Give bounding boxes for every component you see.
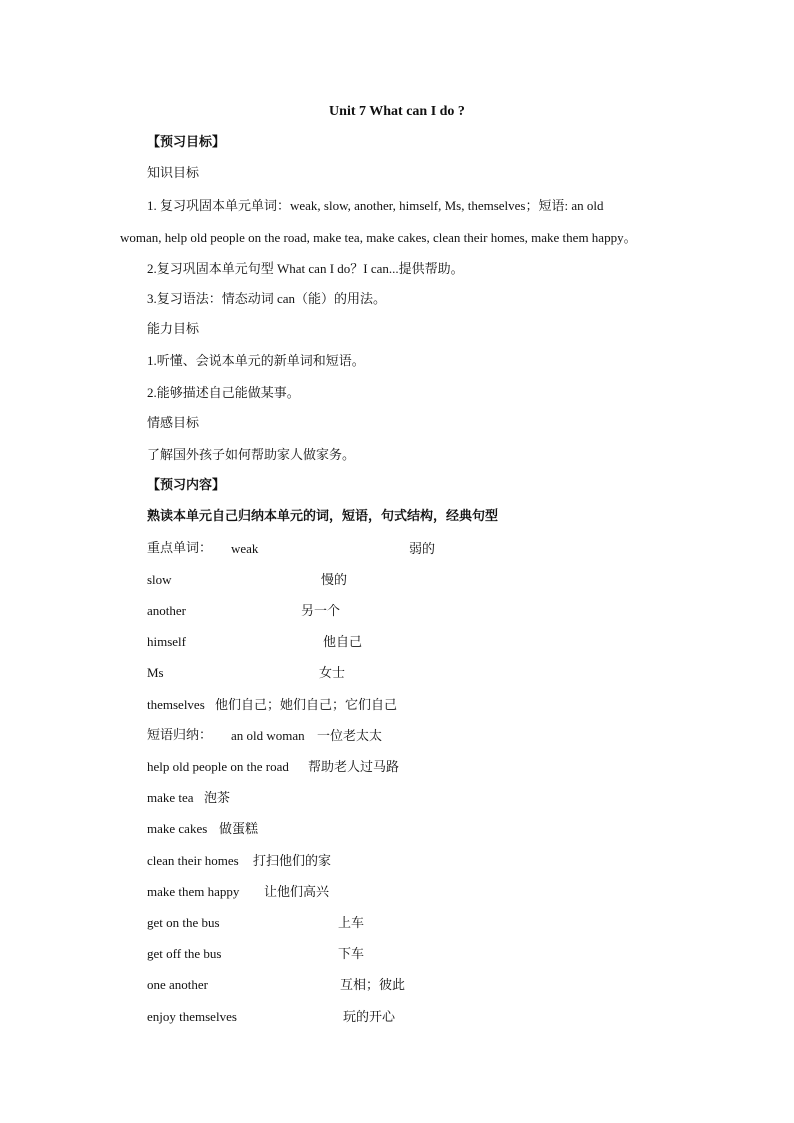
preview-goals-heading: 【预习目标】 [147,135,226,150]
phrase-cn: 让他们高兴 [264,884,330,899]
phrase-en: help old people on the road [147,759,289,774]
word-cn: 他自己 [323,634,363,649]
phrase-cn: 做蛋糕 [219,821,259,836]
phrases-label: 短语归纳： [147,728,213,743]
key-words-label: 重点单词： [147,541,213,556]
phrase-en: clean their homes [147,853,239,868]
emotion-goal-1: 了解国外孩子如何帮助家人做家务。 [147,447,356,462]
ability-goal-2: 2.能够描述自己能做某事。 [147,385,300,400]
phrase-en: one another [147,977,209,992]
phrase-en: enjoy themselves [147,1009,237,1024]
emotion-goals-heading: 情感目标 [147,416,200,431]
goal-3: 3.复习语法：情态动词 can（能）的用法。 [147,291,387,306]
word-en: weak [231,541,259,556]
phrase-cn: 上车 [338,915,365,930]
word-cn: 弱的 [409,541,436,556]
phrase-en: make tea [147,790,194,805]
word-en: himself [147,634,186,649]
instruction-text: 熟读本单元自己归纳本单元的词，短语，句式结构，经典句型 [147,509,499,524]
goal-2: 2.复习巩固本单元句型 What can I do？I can...提供帮助。 [147,261,464,276]
goal-1-line-1: 1. 复习巩固本单元单词：weak, slow, another, himself, Ms, themselves；短语: an old [147,198,604,213]
page-title: Unit 7 What can I do ? [329,104,465,119]
ability-goals-heading: 能力目标 [147,322,200,337]
word-cn: 慢的 [321,572,348,587]
phrase-en: get off the bus [147,946,222,961]
word-en: slow [147,572,172,587]
preview-content-heading: 【预习内容】 [147,478,226,493]
word-cn: 他们自己；她们自己；它们自己 [215,697,398,712]
ability-goal-1: 1.听懂、会说本单元的新单词和短语。 [147,353,365,368]
phrase-cn: 玩的开心 [343,1009,396,1024]
goal-1-line-2: woman, help old people on the road, make tea, make cakes, clean their homes, make them happy。 [120,230,637,245]
phrase-cn: 互相；彼此 [340,977,406,992]
word-en: themselves [147,697,205,712]
word-en: Ms [147,665,164,680]
phrase-cn: 泡茶 [204,790,231,805]
knowledge-goals-heading: 知识目标 [147,166,200,181]
word-cn: 另一个 [301,603,341,618]
phrase-en: get on the bus [147,915,220,930]
phrase-cn: 帮助老人过马路 [308,759,400,774]
phrase-en: make them happy [147,884,240,899]
phrase-cn: 打扫他们的家 [253,853,332,868]
word-en: another [147,603,186,618]
phrase-en: make cakes [147,821,208,836]
phrase-en: an old woman [231,728,305,743]
word-cn: 女士 [319,665,346,680]
phrase-cn: 一位老太太 [317,728,383,743]
phrase-cn: 下车 [338,946,365,961]
